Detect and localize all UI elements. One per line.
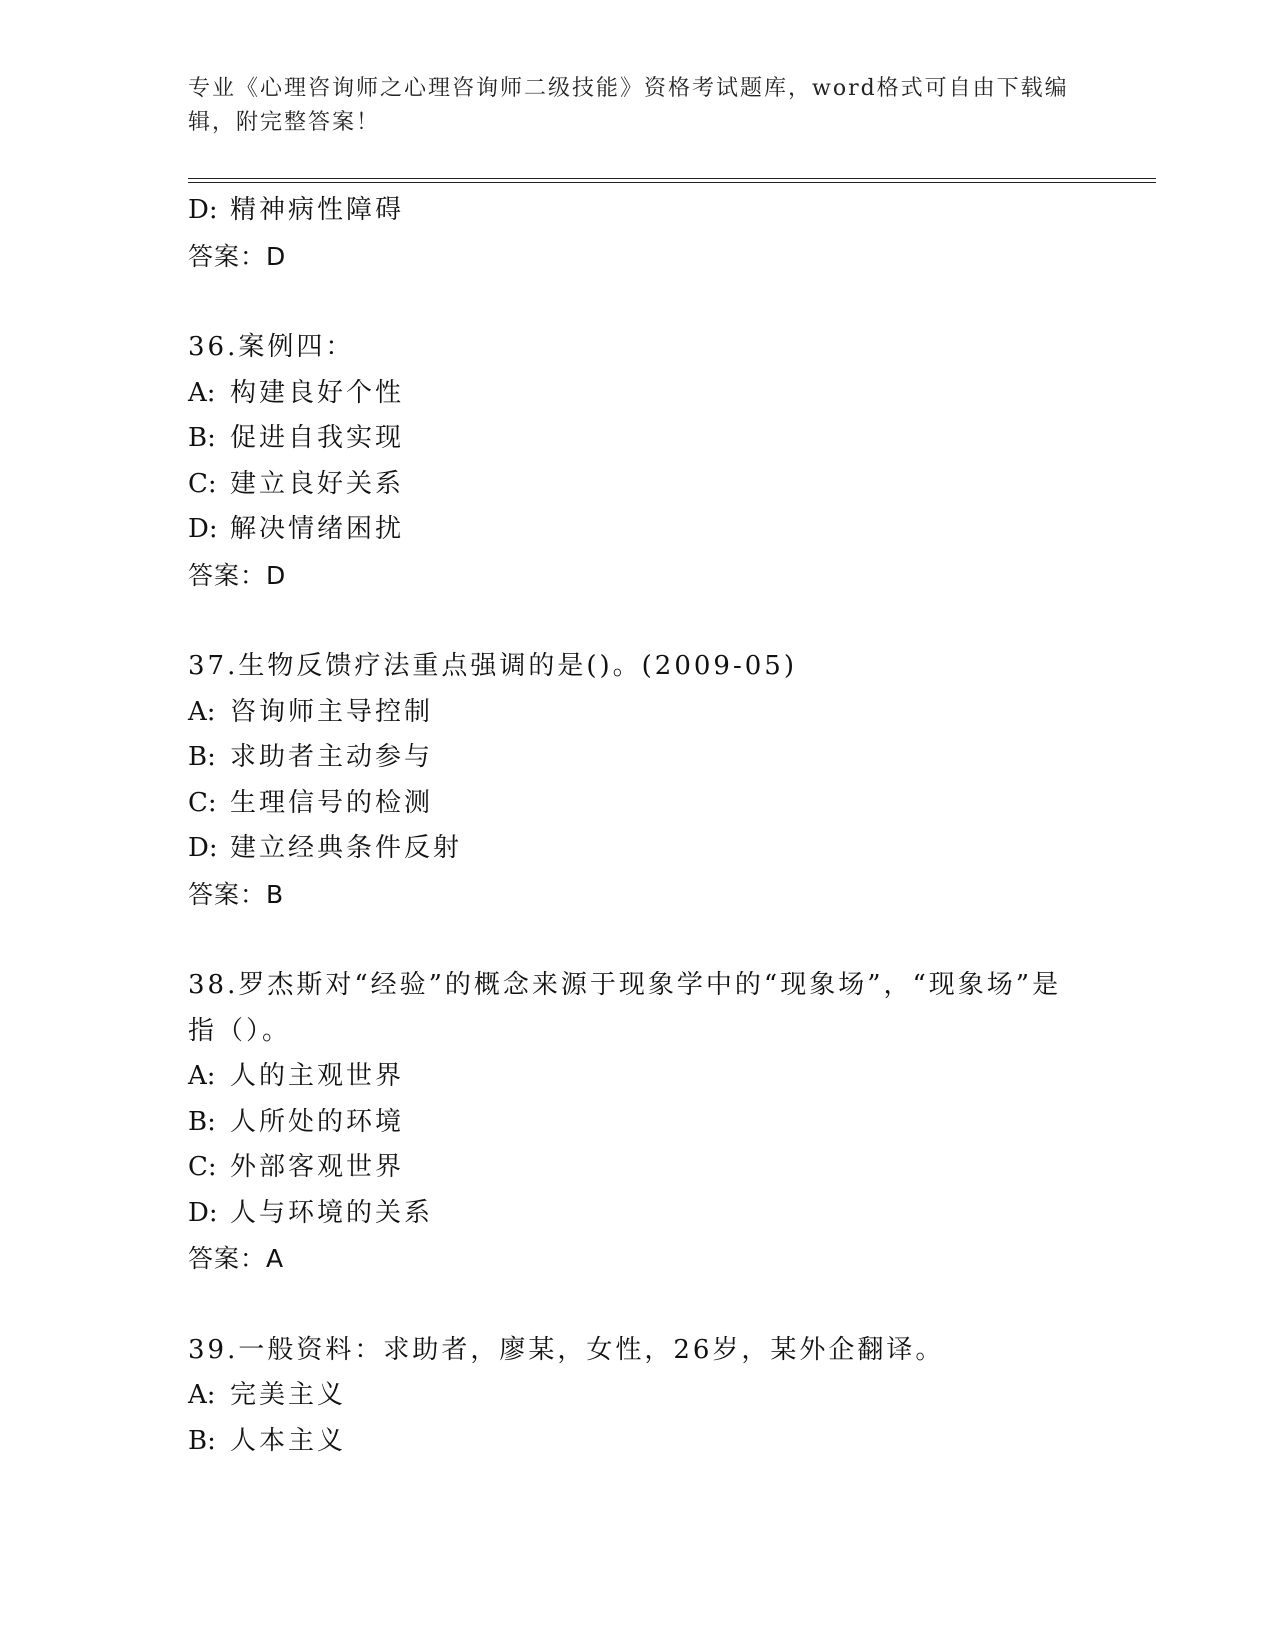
question-stem: 39.一般资料：求助者，廖某，女性，26岁，某外企翻译。 xyxy=(188,1334,945,1365)
spacer xyxy=(188,1282,1148,1328)
question-list xyxy=(188,188,1148,1464)
question-stem: 38.罗杰斯对“经验”的概念来源于现象学中的“现象场”，“现象场”是指（）。 xyxy=(188,970,1062,1046)
answer-line: 答案：A xyxy=(188,1244,285,1273)
option-c: C: 建立良好关系 xyxy=(188,468,405,499)
question-stem: 37.生物反馈疗法重点强调的是()。(2009-05) xyxy=(188,651,797,681)
question-38 xyxy=(188,963,1148,1282)
option-c: C: 外部客观世界 xyxy=(188,1152,405,1182)
answer-line: 答案：D xyxy=(188,241,287,271)
option-a: A: 构建良好个性 xyxy=(188,377,405,408)
spacer xyxy=(188,917,1148,963)
option-d: D: 解决情绪困扰 xyxy=(188,514,405,544)
option-a: A: 人的主观世界 xyxy=(188,1061,405,1091)
option-b: B: 促进自我实现 xyxy=(188,423,405,453)
question-36 xyxy=(188,325,1148,598)
header-divider-top xyxy=(188,178,1156,179)
question-37 xyxy=(188,644,1148,917)
question-stem: 36.案例四： xyxy=(188,332,355,362)
option-d: D: 建立经典条件反射 xyxy=(188,833,463,863)
header-divider-bottom xyxy=(188,182,1156,183)
answer-line: 答案：D xyxy=(188,560,287,590)
option-b: B: 人本主义 xyxy=(188,1425,347,1456)
option-b: B: 人所处的环境 xyxy=(188,1106,405,1137)
spacer xyxy=(188,279,1148,325)
option-a: A: 咨询师主导控制 xyxy=(188,696,434,727)
page-header: 专业《心理咨询师之心理咨询师二级技能》资格考试题库，word格式可自由下载编辑，附完整答案！ xyxy=(188,76,1069,135)
option-d: D: 精神病性障碍 xyxy=(188,195,405,225)
option-a: A: 完美主义 xyxy=(188,1380,347,1410)
spacer xyxy=(188,598,1148,644)
option-b: B: 求助者主动参与 xyxy=(188,742,434,772)
answer-line: 答案：B xyxy=(188,879,285,909)
option-c: C: 生理信号的检测 xyxy=(188,787,434,818)
option-d: D: 人与环境的关系 xyxy=(188,1197,434,1228)
question-39 xyxy=(188,1328,1148,1465)
